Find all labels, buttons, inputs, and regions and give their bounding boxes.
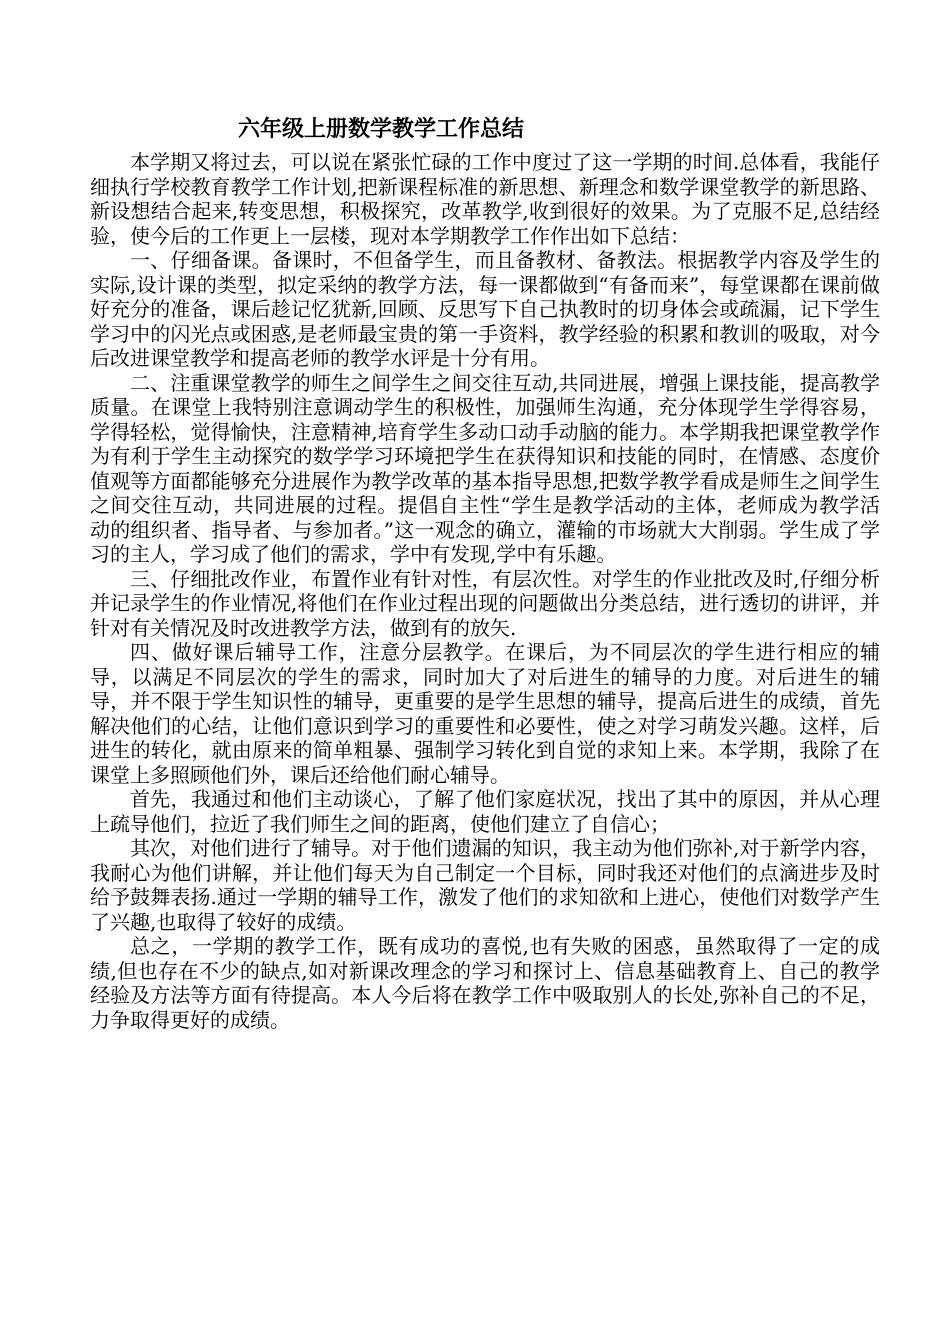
paragraph-conclusion: 总之，一学期的教学工作，既有成功的喜悦,也有失败的困惑，虽然取得了一定的成绩,但也存在不少的缺点,如对新课改理念的学习和探讨上、信息基础教育上、自己的教学经验及方法等方面有待提高。本人今后将在教学工作中吸取别人的长处,弥补自己的不足，力争取得更好的成绩。 bbox=[90, 934, 880, 1032]
paragraph-first: 首先，我通过和他们主动谈心，了解了他们家庭状况，找出了其中的原因，并从心理上疏导他们，拉近了我们师生之间的距离，使他们建立了自信心； bbox=[90, 787, 880, 836]
document-title: 六年级上册数学教学工作总结 bbox=[238, 117, 525, 142]
paragraph-lesson-prep: 一、仔细备课。备课时，不但备学生，而且备教材、备教法。根据教学内容及学生的实际,设计课的类型，拟定采纳的教学方法，每一课都做到“有备而来”，每堂课都在课前做好充分的准备，课后趁记忆犹新,回顾、反思写下自己执教时的切身体会或疏漏，记下学生学习中的闪光点或困惑,是老师最宝贵的第一手资料，教学经验的积累和教训的吸取，对今后改进课堂教学和提高老师的教学水评是十分有用。 bbox=[90, 248, 880, 370]
paragraph-tutoring: 四、做好课后辅导工作，注意分层教学。在课后，为不同层次的学生进行相应的辅导，以满足不同层次的学生的需求，同时加大了对后进生的辅导的力度。对后进生的辅导，并不限于学生知识性的辅导，更重要的是学生思想的辅导，提高后进生的成绩，首先解决他们的心结，让他们意识到学习的重要性和必要性，使之对学习萌发兴趣。这样，后进生的转化，就由原来的简单粗暴、强制学习转化到自觉的求知上来。本学期，我除了在课堂上多照顾他们外，课后还给他们耐心辅导。 bbox=[90, 640, 880, 787]
document-body bbox=[90, 150, 880, 1032]
paragraph-second: 其次，对他们进行了辅导。对于他们遗漏的知识，我主动为他们弥补,对于新学内容，我耐心为他们讲解，并让他们每天为自己制定一个目标，同时我还对他们的点滴进步及时给予鼓舞表扬.通过一学期的辅导工作，激发了他们的求知欲和上进心，使他们对数学产生了兴趣,也取得了较好的成绩。 bbox=[90, 836, 880, 934]
paragraph-classroom-teaching: 二、注重课堂教学的师生之间学生之间交往互动,共同进展，增强上课技能，提高教学质量。在课堂上我特别注意调动学生的积极性，加强师生沟通，充分体现学生学得容易，学得轻松，觉得愉快，注意精神,培育学生多动口动手动脑的能力。本学期我把课堂教学作为有利于学生主动探究的数学学习环境把学生在获得知识和技能的同时，在情感、态度价值观等方面都能够充分进展作为教学改革的基本指导思想,把数学教学看成是师生之间学生之间交往互动，共同进展的过程。提倡自主性“学生是教学活动的主体，老师成为教学活动的组织者、指导者、与参加者。”这一观念的确立，灌输的市场就大大削弱。学生成了学习的主人，学习成了他们的需求，学中有发现,学中有乐趣。 bbox=[90, 370, 880, 566]
paragraph-intro: 本学期又将过去，可以说在紧张忙碌的工作中度过了这一学期的时间.总体看，我能仔细执行学校教育教学工作计划,把新课程标准的新思想、新理念和数学课堂教学的新思路、新设想结合起来,转变思想，积极探究，改革教学,收到很好的效果。为了克服不足,总结经验，使今后的工作更上一层楼，现对本学期教学工作作出如下总结： bbox=[90, 150, 880, 248]
paragraph-homework: 三、仔细批改作业，布置作业有针对性，有层次性。对学生的作业批改及时,仔细分析并记录学生的作业情况,将他们在作业过程出现的问题做出分类总结，进行透切的讲评，并针对有关情况及时改进教学方法，做到有的放矢. bbox=[90, 566, 880, 640]
